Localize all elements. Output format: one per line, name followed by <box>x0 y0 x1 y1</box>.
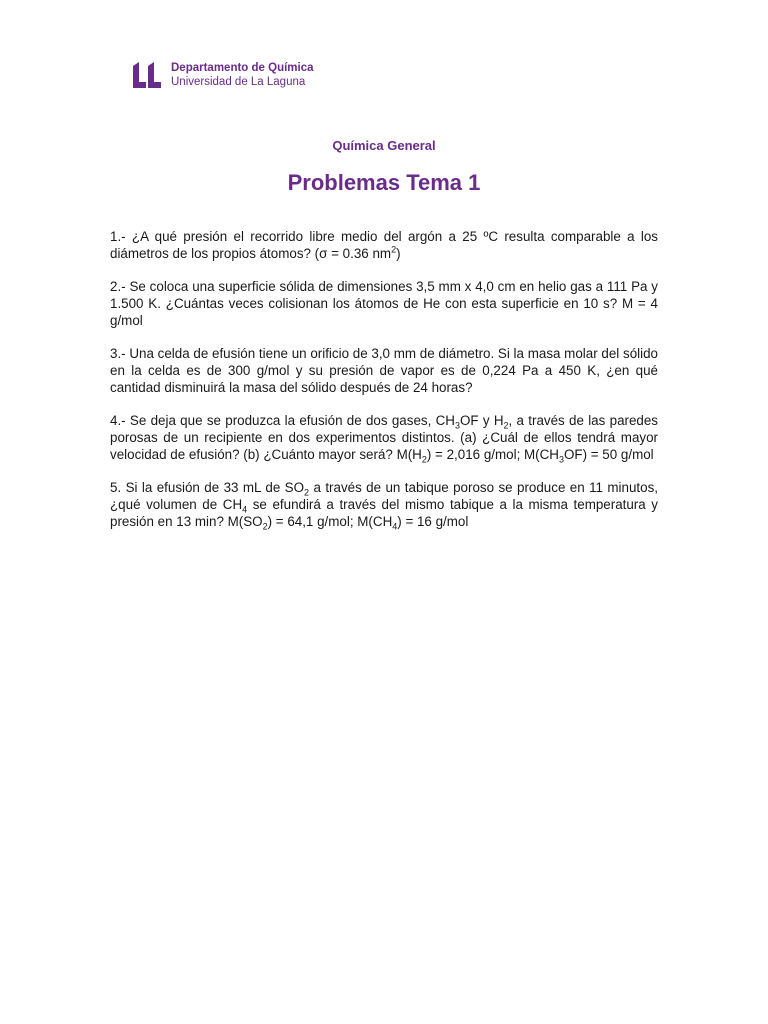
subscript: 2 <box>421 454 427 465</box>
subscript: 3 <box>558 454 564 465</box>
problem-text: ) = 16 g/mol <box>397 514 469 529</box>
course-title: Química General <box>332 138 436 153</box>
page-header <box>133 61 314 89</box>
subscript: 2 <box>262 521 268 532</box>
problem-text: 5. Si la efusión de 33 mL de SO <box>110 480 305 495</box>
institution-name <box>171 61 314 89</box>
university-name: Universidad de La Laguna <box>171 76 306 88</box>
problem-text: se efundirá a través del mismo tabique a la misma temperatura y presión en 13 min? M(SO <box>110 497 658 529</box>
problem-text: 2.- Se coloca una superficie sólida de dimensiones 3,5 mm x 4,0 cm en helio gas a 111 Pa y 1.500 K. ¿Cuántas veces colisionan los átomos de He con esta superficie en 10 s? M = 4 g/mol <box>110 279 658 328</box>
subscript: 2 <box>304 487 310 498</box>
ull-logo-icon <box>133 62 161 88</box>
problem-4 <box>110 412 658 463</box>
department-name: Departamento de Química <box>171 62 314 74</box>
subscript: 4 <box>392 521 398 532</box>
problem-text: OF y H <box>459 413 504 428</box>
problem-5 <box>110 479 658 530</box>
problem-text: 4.- Se deja que se produzca la efusión de dos gases, CH <box>110 413 455 428</box>
problem-text: , a través de las paredes porosas de un recipiente en dos experimentos distintos. (a) ¿Cuál de ellos tendrá mayor velocidad de efusión? (b) ¿Cuánto mayor será? M(H <box>110 413 659 462</box>
problem-text: 3.- Una celda de efusión tiene un orificio de 3,0 mm de diámetro. Si la masa molar del sólido en la celda es de 300 g/mol y su presión de vapor es de 0,224 Pa a 450 K, ¿en qué cantidad disminuirá la masa del sólido después de 24 horas? <box>110 346 658 395</box>
problem-list <box>110 228 658 546</box>
problem-text: OF) = 50 g/mol <box>563 447 654 462</box>
subscript: 3 <box>454 420 460 431</box>
problem-text: ) <box>396 246 401 261</box>
subscript: 4 <box>242 504 248 515</box>
problem-1 <box>110 228 658 262</box>
problem-text: a través de un tabique poroso se produce en 11 minutos, ¿qué volumen de CH <box>110 480 659 512</box>
problem-2 <box>110 278 658 329</box>
problem-3 <box>110 345 658 396</box>
problem-text: ) = 64,1 g/mol; M(CH <box>267 514 393 529</box>
problem-text: ) = 2,016 g/mol; M(CH <box>426 447 559 462</box>
page-title: Problemas Tema 1 <box>287 170 481 195</box>
subscript: 2 <box>503 420 509 431</box>
superscript: 2 <box>391 244 397 255</box>
problem-text: 1.- ¿A qué presión el recorrido libre medio del argón a 25 ºC resulta comparable a los diámetros de los propios átomos? (σ = 0.36 nm <box>110 229 658 261</box>
